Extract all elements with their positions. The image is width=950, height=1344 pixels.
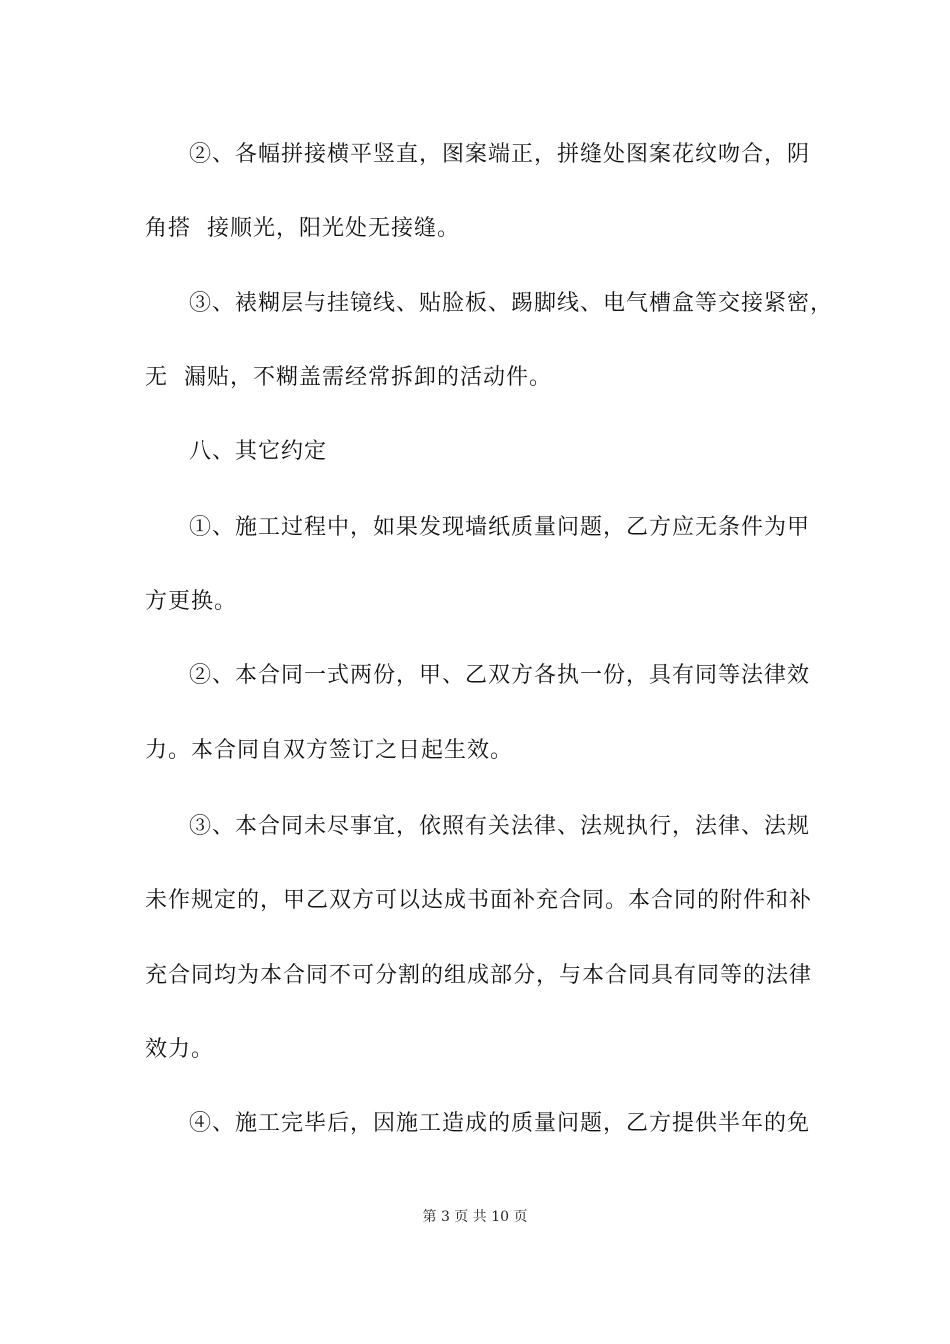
paragraph-line: 力。本合同自双方签订之日起生效。 [145, 738, 514, 763]
paragraph-line: ③、裱糊层与挂镜线、贴脸板、踢脚线、电气槽盒等交接紧密， [189, 291, 834, 316]
paragraph-line: ②、各幅拼接横平竖直，图案端正，拼缝处图案花纹吻合，阴 [189, 142, 811, 167]
paragraph-line: 角搭 接顺光，阳光处无接缝。 [145, 216, 460, 241]
paragraph-line: ②、本合同一式两份，甲、乙双方各执一份，具有同等法律效 [189, 663, 811, 688]
paragraph-line: ③、本合同未尽事宜，依照有关法律、法规执行，法律、法规 [189, 814, 811, 839]
paragraph-line: 充合同均为本合同不可分割的组成部分，与本合同具有同等的法律 [145, 963, 813, 988]
paragraph-line: 未作规定的，甲乙双方可以达成书面补充合同。本合同的附件和补 [145, 888, 813, 913]
paragraph-line: ①、施工过程中，如果发现墙纸质量问题，乙方应无条件为甲 [189, 515, 811, 540]
paragraph-line: 效力。 [145, 1037, 215, 1062]
page-number-footer: 第 3 页 共 10 页 [422, 1209, 528, 1225]
paragraph-line: ④、施工完毕后，因施工造成的质量问题，乙方提供半年的免 [189, 1111, 811, 1136]
section-heading: 八、其它约定 [189, 439, 328, 464]
paragraph-line: 方更换。 [145, 589, 238, 614]
paragraph-line: 无 漏贴，不糊盖需经常拆卸的活动件。 [145, 365, 552, 390]
